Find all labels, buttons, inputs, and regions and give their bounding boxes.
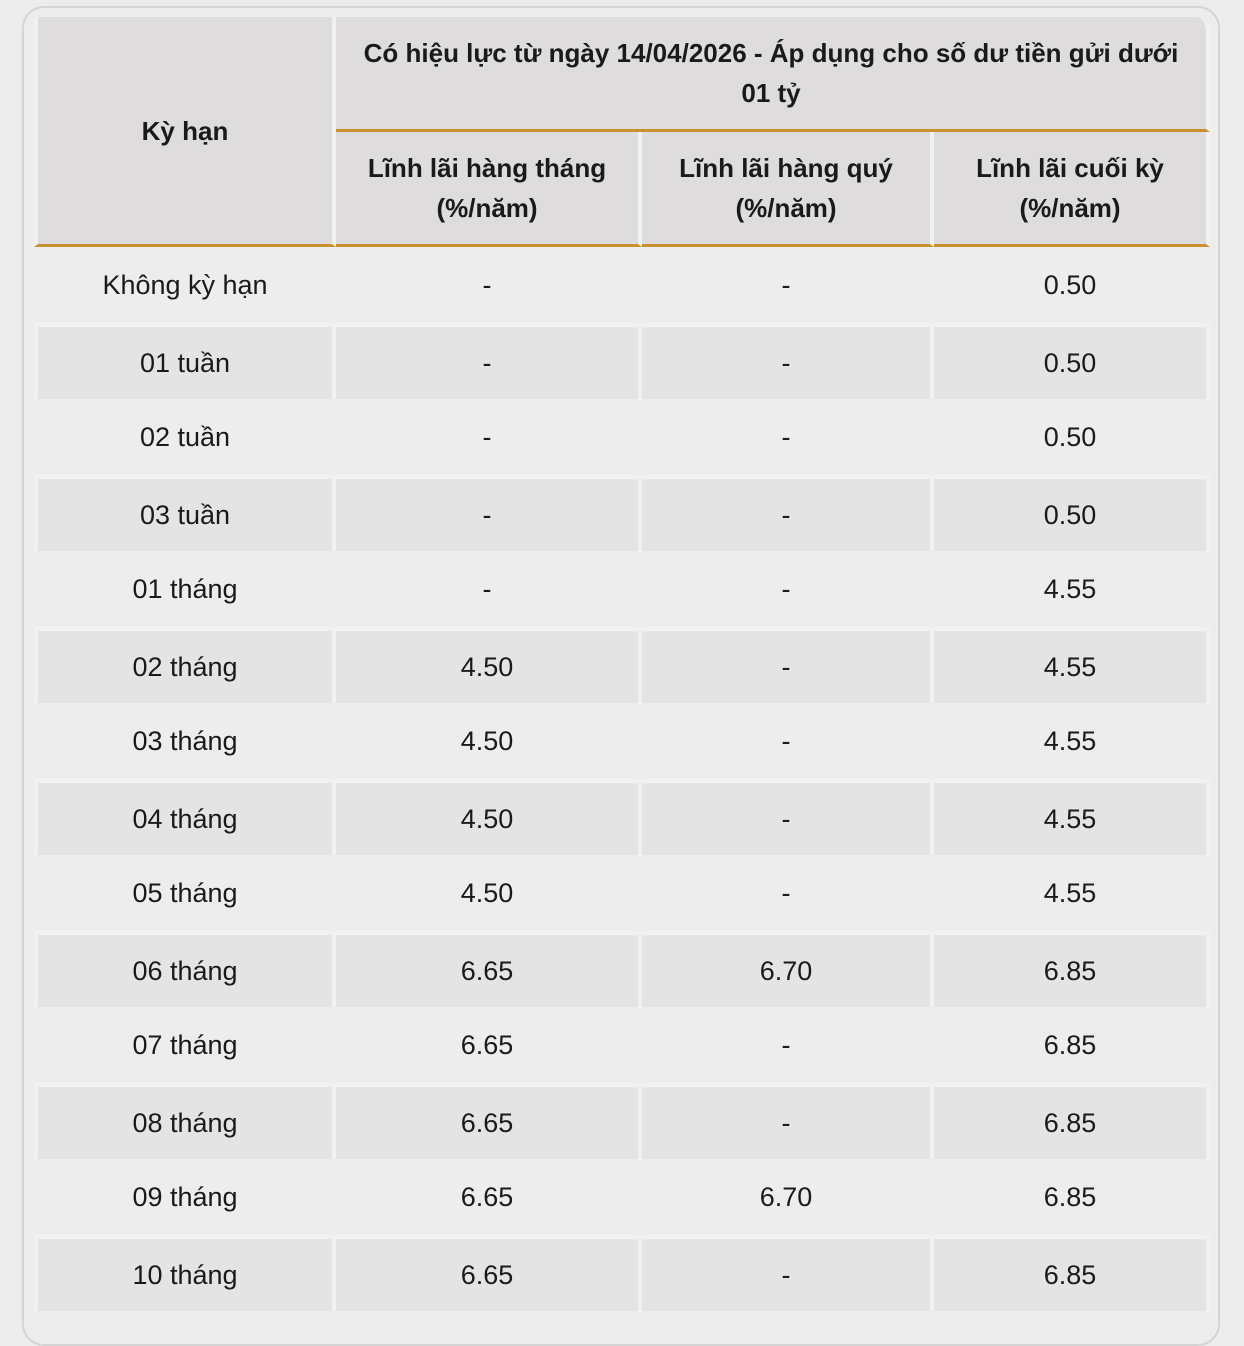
end-of-term-rate-cell: 0.50	[934, 247, 1210, 323]
term-cell: 01 tháng	[34, 551, 336, 627]
term-cell: 06 tháng	[34, 931, 336, 1007]
monthly-rate-cell: 6.65	[336, 1159, 642, 1235]
monthly-rate-cell: -	[336, 551, 642, 627]
quarterly-rate-cell: -	[642, 551, 934, 627]
table-row	[34, 1007, 1210, 1083]
end-of-term-interest-header: Lĩnh lãi cuối kỳ (%/năm)	[934, 132, 1210, 247]
monthly-rate-cell: -	[336, 475, 642, 551]
monthly-rate-cell: 4.50	[336, 855, 642, 931]
quarterly-rate-cell: -	[642, 779, 934, 855]
end-of-term-rate-cell: 4.55	[934, 703, 1210, 779]
monthly-interest-header: Lĩnh lãi hàng tháng (%/năm)	[336, 132, 642, 247]
end-of-term-rate-cell: 0.50	[934, 399, 1210, 475]
quarterly-rate-cell: -	[642, 1083, 934, 1159]
term-cell: 08 tháng	[34, 1083, 336, 1159]
quarterly-rate-cell: -	[642, 247, 934, 323]
table-body	[34, 247, 1210, 1311]
end-of-term-rate-cell: 4.55	[934, 779, 1210, 855]
term-cell: 05 tháng	[34, 855, 336, 931]
quarterly-rate-cell: -	[642, 1235, 934, 1311]
monthly-rate-cell: -	[336, 399, 642, 475]
term-column-header: Kỳ hạn	[34, 17, 336, 247]
table-row	[34, 931, 1210, 1007]
end-of-term-rate-cell: 0.50	[934, 475, 1210, 551]
end-of-term-rate-cell: 6.85	[934, 1007, 1210, 1083]
quarterly-rate-cell: 6.70	[642, 1159, 934, 1235]
table-row	[34, 475, 1210, 551]
table-row	[34, 551, 1210, 627]
monthly-rate-cell: 4.50	[336, 779, 642, 855]
term-cell: 10 tháng	[34, 1235, 336, 1311]
end-of-term-rate-cell: 4.55	[934, 627, 1210, 703]
table-row	[34, 399, 1210, 475]
term-cell: 02 tháng	[34, 627, 336, 703]
end-of-term-rate-cell: 6.85	[934, 1159, 1210, 1235]
monthly-rate-cell: 4.50	[336, 703, 642, 779]
end-of-term-rate-cell: 4.55	[934, 855, 1210, 931]
term-cell: 09 tháng	[34, 1159, 336, 1235]
table-row	[34, 1159, 1210, 1235]
end-of-term-rate-cell: 4.55	[934, 551, 1210, 627]
quarterly-rate-cell: -	[642, 703, 934, 779]
monthly-rate-cell: 6.65	[336, 931, 642, 1007]
monthly-rate-cell: -	[336, 247, 642, 323]
table-row	[34, 247, 1210, 323]
monthly-rate-cell: -	[336, 323, 642, 399]
quarterly-interest-header: Lĩnh lãi hàng quý (%/năm)	[642, 132, 934, 247]
term-cell: 04 tháng	[34, 779, 336, 855]
table-row	[34, 779, 1210, 855]
monthly-rate-cell: 6.65	[336, 1007, 642, 1083]
effective-date-group-header: Có hiệu lực từ ngày 14/04/2026 - Áp dụng cho số dư tiền gửi dưới 01 tỷ	[336, 17, 1210, 132]
quarterly-rate-cell: -	[642, 399, 934, 475]
table-row	[34, 855, 1210, 931]
term-cell: 01 tuần	[34, 323, 336, 399]
quarterly-rate-cell: -	[642, 627, 934, 703]
term-cell: 07 tháng	[34, 1007, 336, 1083]
table-row	[34, 1083, 1210, 1159]
monthly-rate-cell: 6.65	[336, 1083, 642, 1159]
table-header	[34, 17, 1210, 247]
term-cell: Không kỳ hạn	[34, 247, 336, 323]
table-row	[34, 703, 1210, 779]
end-of-term-rate-cell: 0.50	[934, 323, 1210, 399]
interest-rate-table	[34, 17, 1210, 1311]
quarterly-rate-cell: -	[642, 475, 934, 551]
quarterly-rate-cell: 6.70	[642, 931, 934, 1007]
end-of-term-rate-cell: 6.85	[934, 931, 1210, 1007]
monthly-rate-cell: 6.65	[336, 1235, 642, 1311]
monthly-rate-cell: 4.50	[336, 627, 642, 703]
table-row	[34, 1235, 1210, 1311]
table-row	[34, 323, 1210, 399]
quarterly-rate-cell: -	[642, 1007, 934, 1083]
quarterly-rate-cell: -	[642, 855, 934, 931]
end-of-term-rate-cell: 6.85	[934, 1083, 1210, 1159]
table-row	[34, 627, 1210, 703]
term-cell: 02 tuần	[34, 399, 336, 475]
quarterly-rate-cell: -	[642, 323, 934, 399]
end-of-term-rate-cell: 6.85	[934, 1235, 1210, 1311]
term-cell: 03 tháng	[34, 703, 336, 779]
term-cell: 03 tuần	[34, 475, 336, 551]
